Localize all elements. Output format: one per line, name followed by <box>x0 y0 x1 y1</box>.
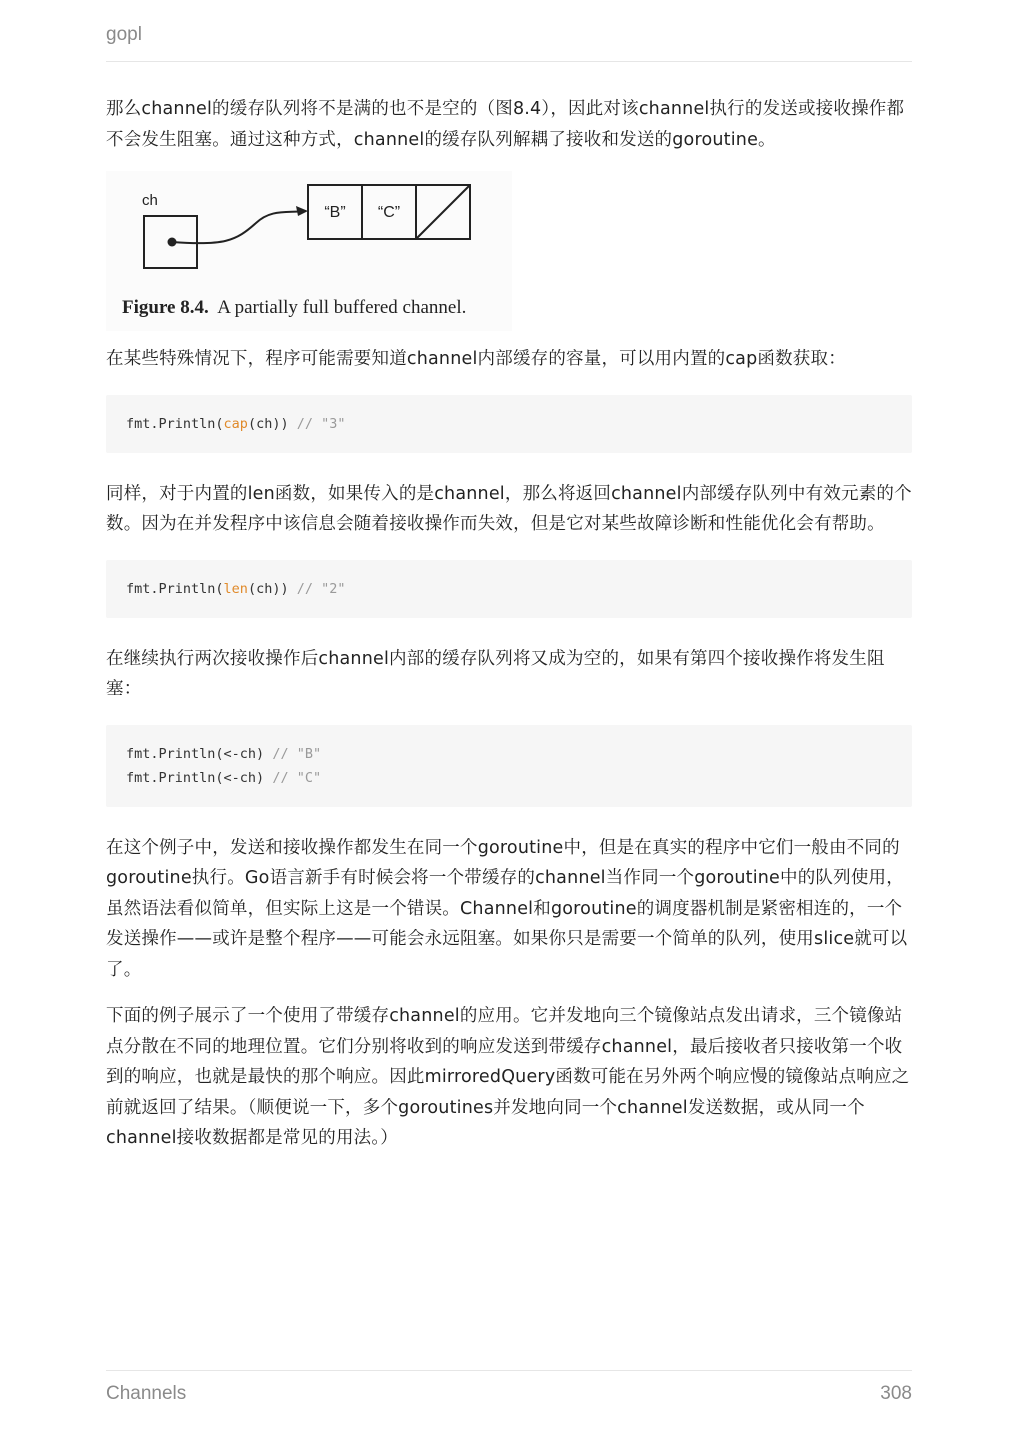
arrow-head <box>296 206 308 216</box>
code-text: fmt.Println( <box>126 580 224 597</box>
code-text: fmt.Println( <box>126 415 224 432</box>
code-text: (ch)) <box>247 580 297 597</box>
code-builtin: len <box>223 580 248 597</box>
paragraph-6: 下面的例子展示了一个使用了带缓存channel的应用。它并发地向三个镜像站点发出请求，三个镜像站点分散在不同的地理位置。它们分别将收到的响应发送到带缓存channel，最后接收者只接收第一个收到的响应，也就是最快的那个响应。因此mirroredQuery函数可能在另外两个响应慢的镜像站点响应之前就返回了结果。（顺便说一下，多个goroutines并发地向同一个channel发送数据，或从同一个channel接收数据都是常见的用法。） <box>106 1006 910 1148</box>
code-comment: // "2" <box>296 580 346 597</box>
page-number: 308 <box>880 1383 912 1404</box>
cell-value-b: “B” <box>324 204 346 221</box>
empty-slot-slash <box>416 185 470 239</box>
page-footer <box>106 1370 912 1405</box>
figure-8-4 <box>106 171 512 331</box>
footer-section: Channels <box>106 1383 187 1404</box>
code-text: (ch)) <box>247 415 297 432</box>
code-comment: // "3" <box>296 415 346 432</box>
paragraph-5: 在这个例子中，发送和接收操作都发生在同一个goroutine中，但是在真实的程序中它们一般由不同的goroutine执行。Go语言新手有时候会将一个带缓存的channel当作同一个goroutine中的队列使用，虽然语法看似简单，但实际上这是一个错误。Channel和goroutine的调度器机制是紧密相连的，一个发送操作——或许是整个程序——可能会永远阻塞。如果你只是需要一个简单的队列，使用slice就可以了。 <box>106 837 908 980</box>
paragraph-4: 在继续执行两次接收操作后channel内部的缓存队列将又成为空的，如果有第四个接收操作将发生阻塞： <box>106 648 885 699</box>
code-builtin: cap <box>223 415 248 432</box>
paragraph-3: 同样，对于内置的len函数，如果传入的是channel，那么将返回channel内部缓存队列中有效元素的个数。因为在并发程序中该信息会随着接收操作而失效，但是它对某些故障诊断和性能优化会有帮助。 <box>106 483 912 534</box>
buffered-channel-diagram <box>106 171 512 301</box>
code-block-cap <box>106 395 912 453</box>
code-text: fmt.Println(<-ch) <box>126 769 273 786</box>
cell-value-c: “C” <box>377 204 401 221</box>
code-comment: // "C" <box>272 769 322 786</box>
figure-caption-text: A partially full buffered channel. <box>217 297 467 318</box>
page-content <box>106 94 912 1170</box>
code-block-receive <box>106 725 912 807</box>
figure-caption <box>122 297 466 319</box>
paragraph-1: 那么channel的缓存队列将不是满的也不是空的（图8.4），因此对该channel执行的发送或接收操作都不会发生阻塞。通过这种方式，channel的缓存队列解耦了接收和发送的goroutine。 <box>106 99 905 150</box>
paragraph-2: 在某些特殊情况下，程序可能需要知道channel内部缓存的容量，可以用内置的cap函数获取： <box>106 349 846 369</box>
code-comment: // "B" <box>272 745 322 762</box>
header-title: gopl <box>106 24 142 45</box>
ch-label: ch <box>142 192 158 209</box>
page-header <box>106 24 912 62</box>
code-block-len <box>106 560 912 618</box>
code-text: fmt.Println(<-ch) <box>126 745 273 762</box>
figure-caption-number: Figure 8.4. <box>122 297 209 318</box>
